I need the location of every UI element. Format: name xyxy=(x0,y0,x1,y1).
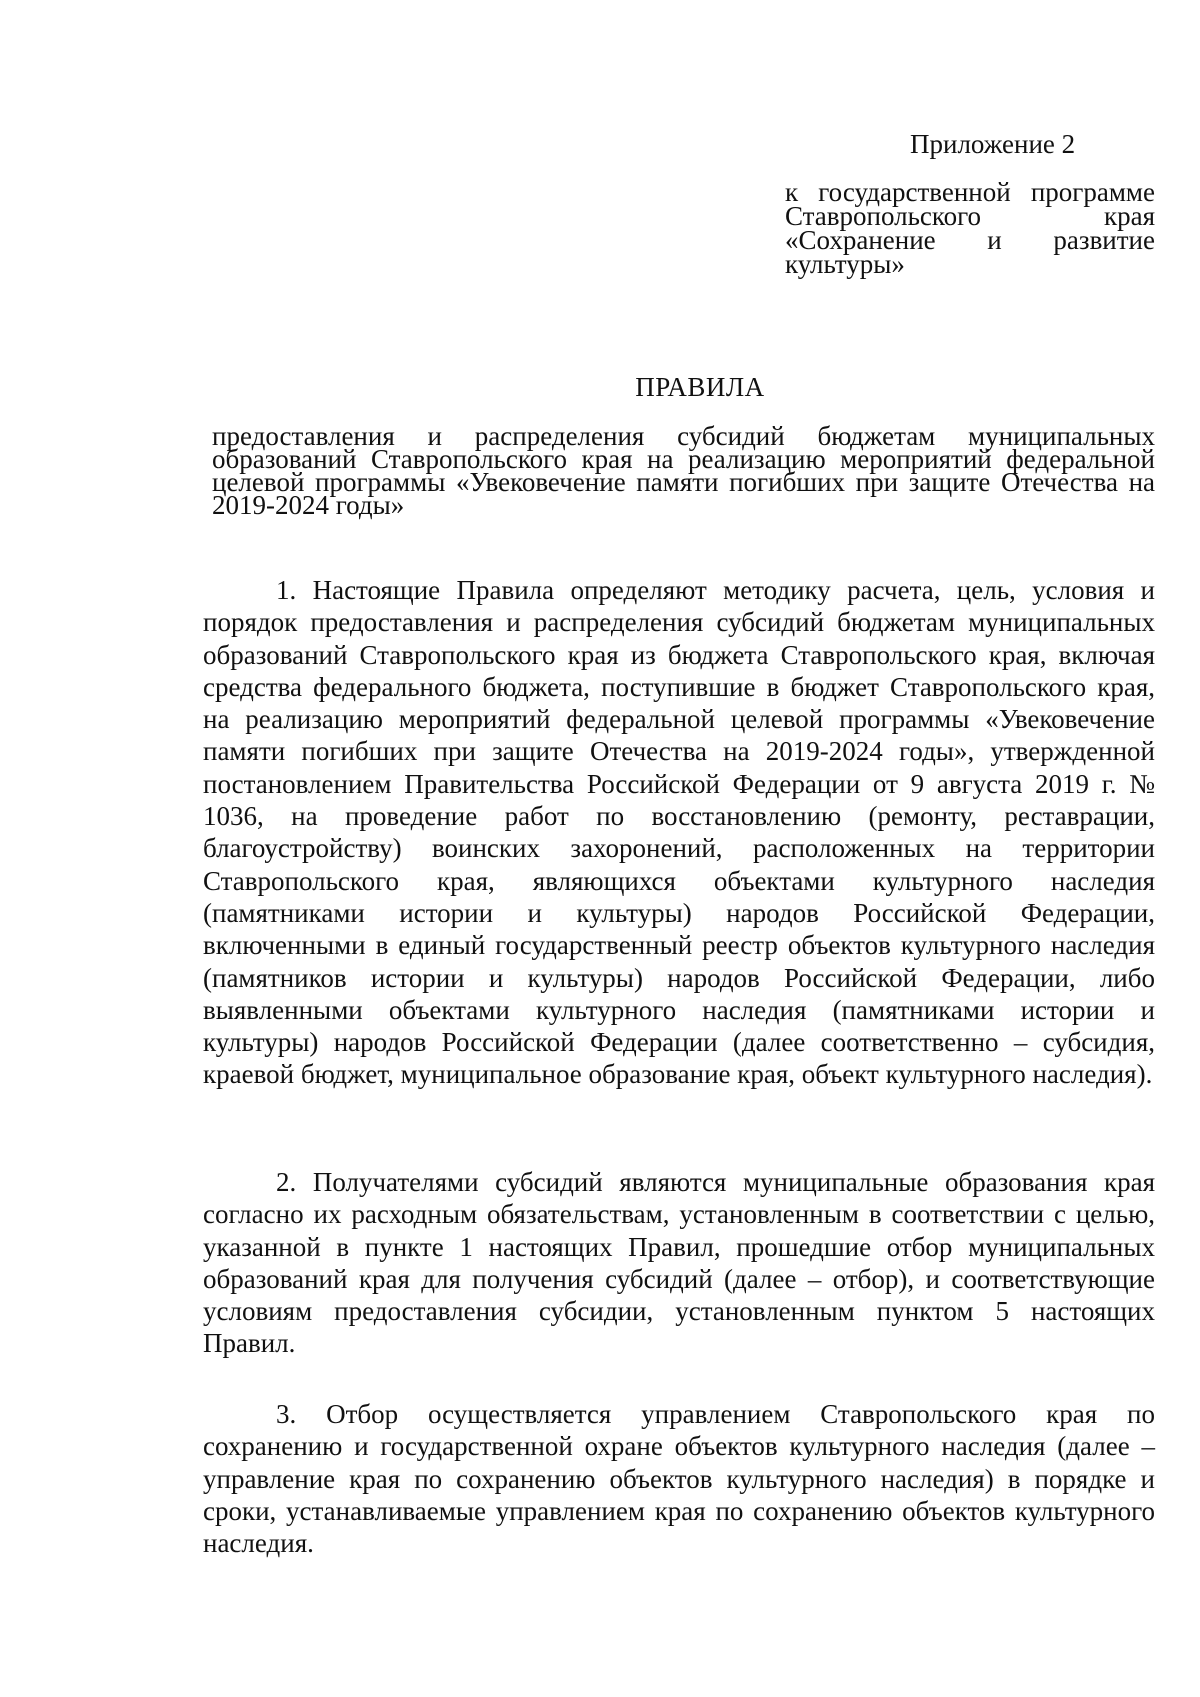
appendix-note: к государственной программе Ставропольского края «Сохранение и развитие культуры» xyxy=(785,177,1155,279)
paragraph-2-text: 2. Получателями субсидий являются муниципальные образования края согласно их расходным обязательствам, установленным в соответствии с целью, указанной в пункте 1 настоящих Правил, прошедшие отбор муниципальных образований края для получения субсидий (далее – отбор), и соответствующие условиям предоставления субсидии, установленным пунктом 5 настоящих Правил. xyxy=(203,1167,1155,1359)
paragraph-2 xyxy=(203,1166,1155,1360)
paragraph-1-text: 1. Настоящие Правила определяют методику расчета, цель, условия и порядок предоставления и распределения субсидий бюджетам муниципальных образований Ставропольского края из бюджета Ставропольского края, включая средства федерального бюджета, поступившие в бюджет Ставропольского края, на реализацию мероприятий федеральной целевой программы «Увековечение памяти погибших при защите Отечества на 2019-2024 годы», утвержденной постановлением Правительства Российской Федерации от 9 августа 2019 г. № 1036, на проведение работ по восстановлению (ремонту, реставрации, благоустройству) воинских захоронений, расположенных на территории Ставропольского края, являющихся объектами культурного наследия (памятниками истории и культуры) народов Российской Федерации, включенными в единый государственный реестр объектов культурного наследия (памятников истории и культуры) народов Российской Федерации, либо выявленными объектами культурного наследия (памятниками истории и культуры) народов Российской Федерации (далее соответственно – субсидия, краевой бюджет, муниципальное образование края, объект культурного наследия). xyxy=(203,575,1155,1090)
appendix-label: Приложение 2 xyxy=(910,129,1076,159)
document-subtitle: предоставления и распределения субсидий бюджетам муниципальных образований Ставропольского края на реализацию мероприятий федеральной целевой программы «Увековечение памяти погибших при защите Отечества на 2019-2024 годы» xyxy=(212,421,1155,520)
paragraph-3-text: 3. Отбор осуществляется управлением Ставропольского края по сохранению и государственной охране объектов культурного наследия (далее – управление края по сохранению объектов культурного наследия) в порядке и сроки, устанавливаемые управлением края по сохранению объектов культурного наследия. xyxy=(203,1399,1155,1559)
document-title: ПРАВИЛА xyxy=(635,372,765,402)
paragraph-1 xyxy=(203,574,1155,1091)
paragraph-3 xyxy=(203,1398,1155,1559)
